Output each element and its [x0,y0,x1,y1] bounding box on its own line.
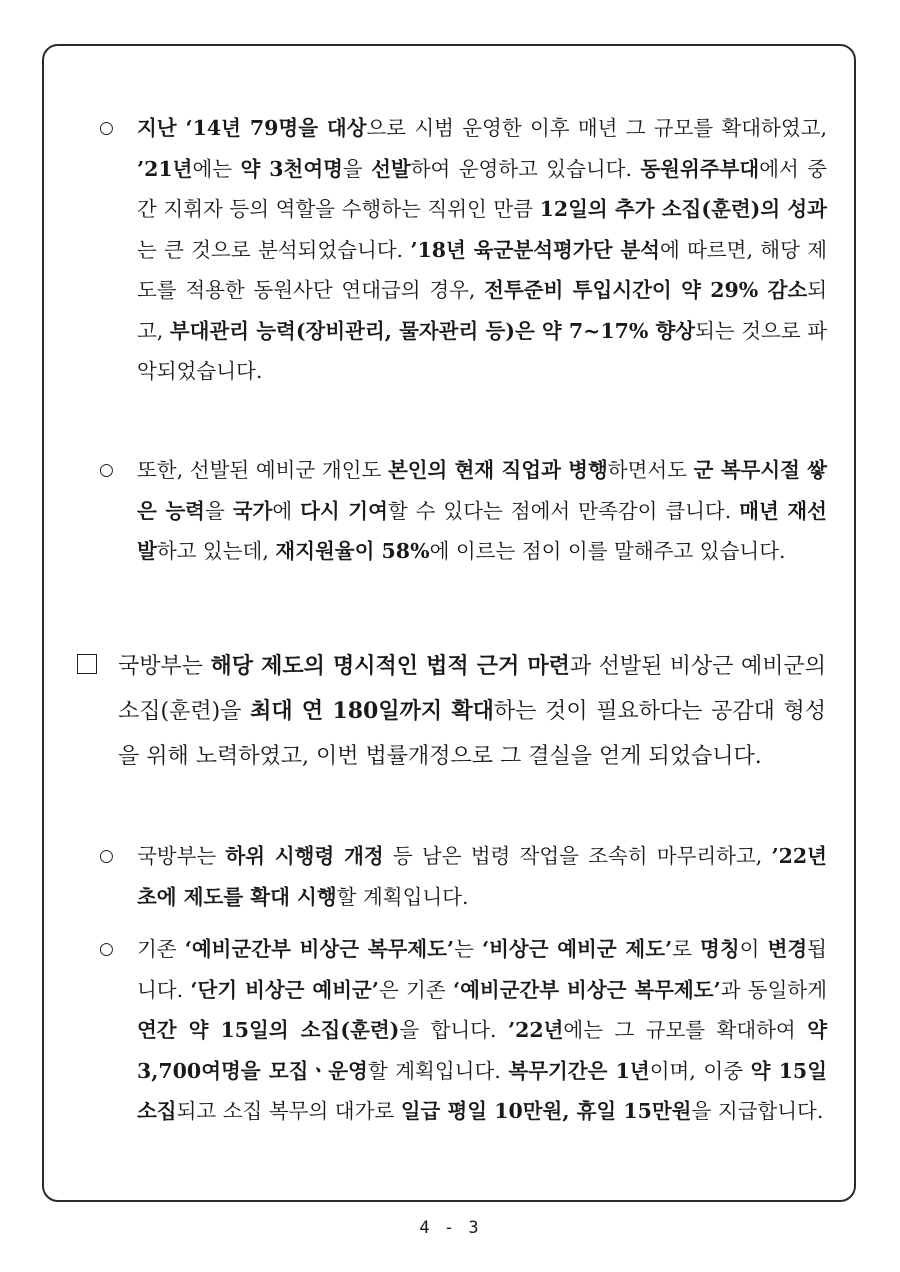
text-run: 하는 것이 필요하다는 공감대 형성을 위해 노력하였고, 이번 법률개정으로 그 결실을 얻게 되었습니다. [118,699,826,769]
text-run: 되는 것으로 파악되었습니다. [137,318,827,383]
text-run: 에 따르면, 해당 제도를 적용한 동원사단 연대급의 경우, [137,237,828,302]
bold-text-run: ‘예비군간부 비상근 복무제도’ [452,977,721,1002]
bold-text-run: 동원위주부대 [640,156,760,181]
text-run: 는 큰 것으로 분석되었습니다. [137,237,411,262]
bold-text-run: 부대관리 능력(장비관리, 물자관리 등)은 약 7~17% 향상 [169,318,696,343]
text-run: 하면서도 [607,458,694,482]
bold-text-run: ’21년 [137,156,193,181]
bold-text-run: 연간 약 15일의 소집(훈련) [137,1018,400,1042]
text-run: 으로 시범 운영한 이후 매년 그 규모를 확대하였고, [366,116,827,140]
paragraph-legal-basis [118,644,826,779]
bold-text-run: 약 3천여명 [240,156,343,181]
bold-text-run: 약 3,700여명을 모집ㆍ운영 [137,1018,827,1083]
page-number: 4 - 3 [419,1218,481,1238]
paragraph-text [118,654,826,769]
bold-text-run: 재지원율이 58% [275,539,430,563]
text-run: 국방부는 [118,654,211,679]
paragraph-pilot-results [99,108,828,392]
bold-text-run: 군 복무시절 쌓은 능력 [137,458,827,523]
bold-text-run: 명칭 [700,937,740,961]
bullet-circle-icon: ○ [99,460,114,480]
text-run: 을 [342,156,372,181]
bold-text-run: 해당 제도의 명시적인 법적 근거 마련 [210,653,570,679]
text-run: 됩니다. [137,937,827,1002]
checkbox-square-icon [77,654,97,674]
paragraph-text [137,116,827,383]
text-run: 을 합니다. [399,1018,508,1042]
text-run: 기존 [137,937,185,961]
paragraph-enforcement-plan [99,836,827,917]
text-run: 을 [204,498,233,523]
bullet-circle-icon: ○ [99,118,114,138]
bullet-circle-icon: ○ [99,846,114,866]
text-run: 에 [272,498,301,523]
text-run: 국방부는 [137,844,226,868]
text-run: 등 남은 법령 작업을 조속히 마무리하고, [383,844,772,868]
bold-text-run: 일급 평일 10만원, 휴일 15만원 [400,1099,692,1123]
text-run: 과 동일하게 [720,977,827,1002]
bold-text-run: 본인의 현재 직업과 병행 [387,458,608,482]
bold-text-run: 매년 재선발 [137,498,827,563]
text-run: 에는 그 규모를 확대하여 [563,1018,808,1042]
text-run: 이며, 이중 [649,1058,751,1083]
bold-text-run: 전투준비 투입시간이 약 29% 감소 [484,278,808,302]
text-run: 이 [739,937,768,961]
text-run: 되고 소집 복무의 대가로 [176,1099,401,1123]
text-run: 되고, [137,278,827,343]
text-run: 과 선발된 비상근 예비군의 소집(훈련)을 [118,654,826,724]
text-run: 는 [454,937,482,961]
text-run: 에서 중간 지휘자 등의 역할을 수행하는 직위인 만큼 [137,156,827,221]
text-run: 할 계획입니다. [336,884,469,909]
text-run: 에 이르는 점이 이를 말해주고 있습니다. [429,539,786,563]
paragraph-text [137,844,827,909]
bullet-circle-icon: ○ [99,939,114,959]
paragraph-satisfaction [99,450,827,572]
paragraph-text [137,937,827,1123]
text-run: 하여 운영하고 있습니다. [410,156,641,181]
bold-text-run: 국가 [232,498,273,523]
bold-text-run: ‘비상근 예비군 제도’ [481,937,673,961]
text-run: 할 수 있다는 점에서 만족감이 큽니다. [387,498,740,523]
bold-text-run: 약 15일 소집 [137,1058,827,1123]
text-run: 로 [672,937,701,961]
bold-text-run: ’18년 육군분석평가단 분석 [410,237,660,262]
bold-text-run: 하위 시행령 개정 [225,844,384,868]
bold-text-run: 변경 [767,937,808,961]
bold-text-run: 선발 [371,156,411,181]
paragraph-name-change [99,929,827,1132]
bold-text-run: ’22년 초에 제도를 확대 시행 [137,844,827,909]
bold-text-run: ‘예비군간부 비상근 복무제도’ [184,937,455,961]
text-run: 하고 있는데, [156,539,276,563]
bold-text-run: ‘단기 비상근 예비군’ [190,977,379,1002]
bold-text-run: 12일의 추가 소집(훈련)의 성과 [539,197,827,221]
bold-text-run: 다시 기여 [300,498,388,523]
bold-text-run: 최대 연 180일까지 확대 [250,698,494,724]
bold-text-run: 지난 ‘14년 79명을 대상 [137,116,367,140]
bold-text-run: ’22년 [507,1018,564,1042]
text-run: 을 지급합니다. [691,1099,824,1123]
text-run: 은 기존 [378,977,453,1002]
text-run: 에는 [192,156,241,181]
bold-text-run: 복무기간은 1년 [508,1058,650,1083]
text-run: 또한, 선발된 예비군 개인도 [137,458,388,482]
paragraph-text [137,458,827,563]
text-run: 할 계획입니다. [367,1058,509,1083]
